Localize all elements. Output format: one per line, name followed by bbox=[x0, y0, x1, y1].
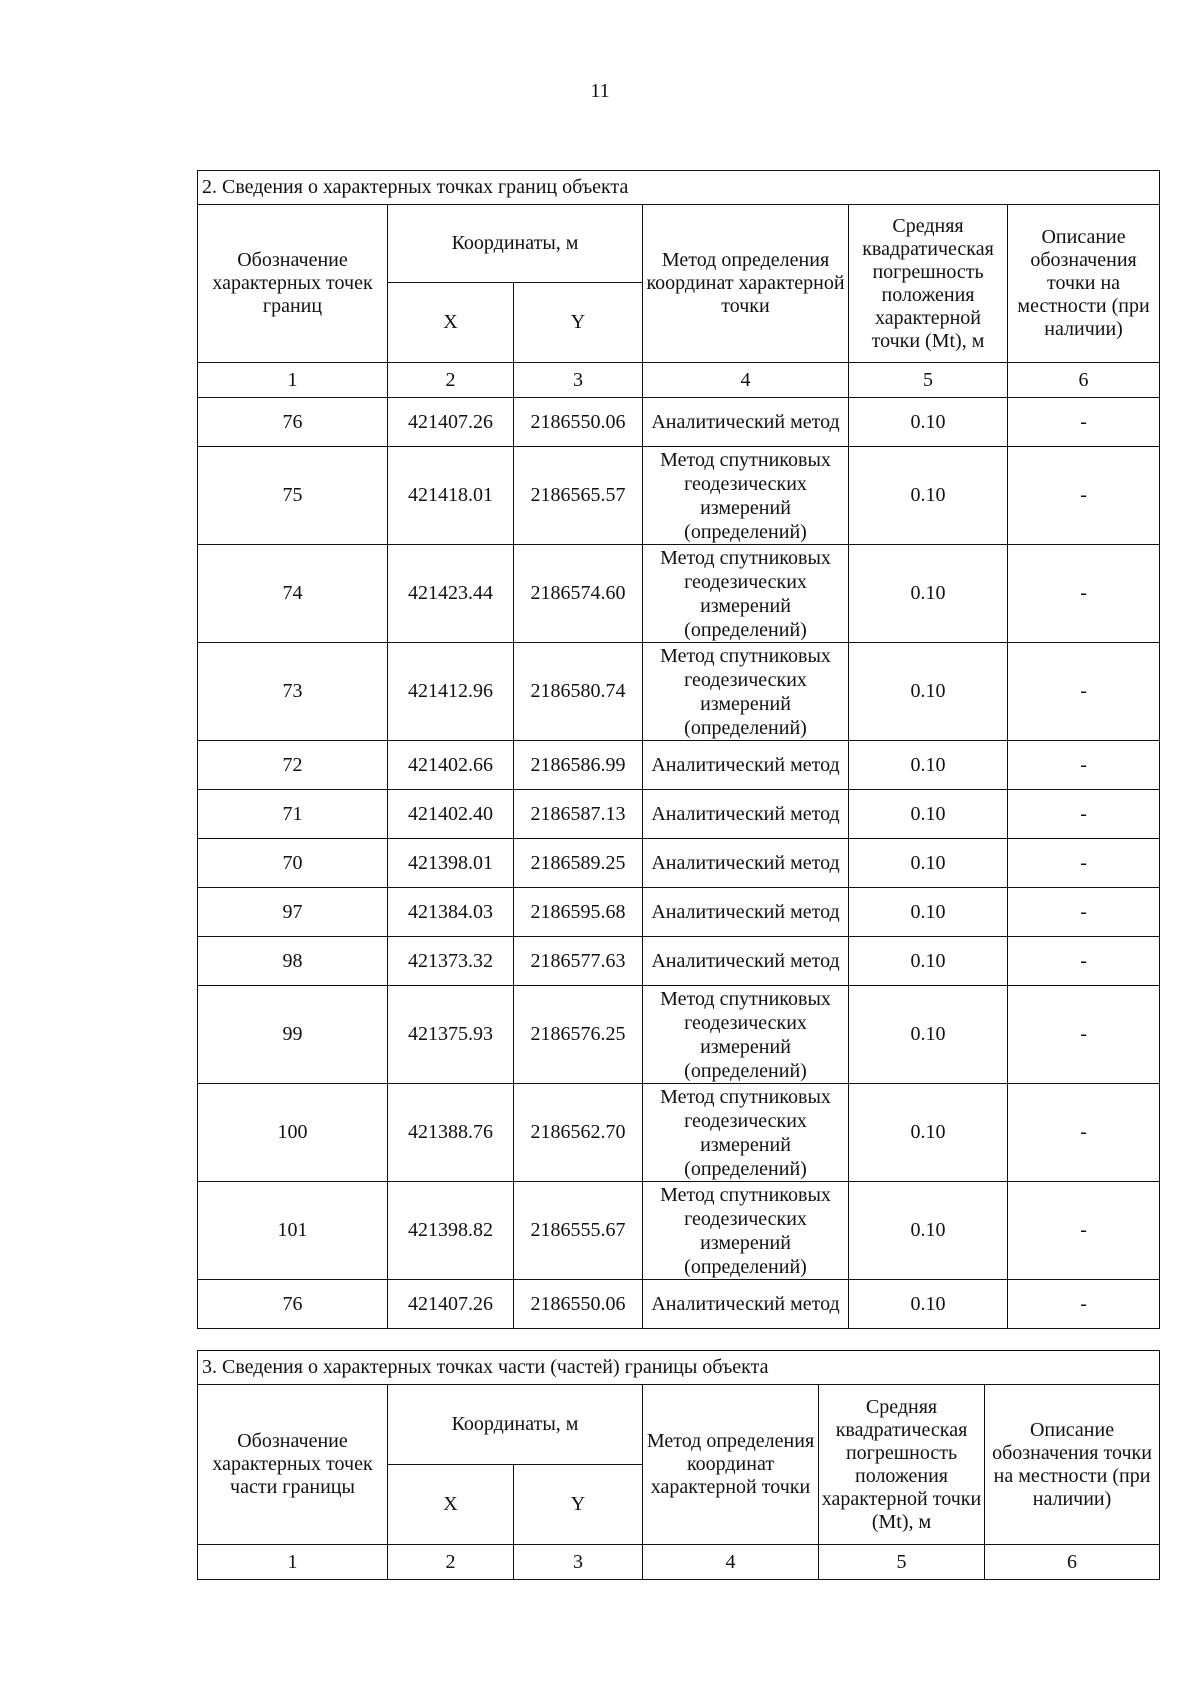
coord-x: 421388.76 bbox=[388, 1084, 514, 1182]
error-mt: 0.10 bbox=[849, 545, 1008, 643]
table-row bbox=[198, 986, 1160, 1084]
description: - bbox=[1008, 937, 1160, 986]
column-number-row bbox=[198, 363, 1160, 398]
method: Аналитический метод bbox=[643, 1280, 849, 1329]
coord-x: 421384.03 bbox=[388, 888, 514, 937]
method: Аналитический метод bbox=[643, 790, 849, 839]
description: - bbox=[1008, 1280, 1160, 1329]
header-error: Средняя квадратическая погрешность положения характерной точки (Mt), м bbox=[849, 205, 1008, 363]
col-number: 6 bbox=[985, 1545, 1160, 1580]
table-row bbox=[198, 937, 1160, 986]
col-number: 4 bbox=[643, 1545, 819, 1580]
error-mt: 0.10 bbox=[849, 643, 1008, 741]
point-id: 74 bbox=[198, 545, 388, 643]
col-number: 4 bbox=[643, 363, 849, 398]
method: Метод спутниковых геодезических измерений (определений) bbox=[643, 986, 849, 1084]
header-method: Метод определения координат характерной точки bbox=[643, 1385, 819, 1545]
header-description: Описание обозначения точки на местности (при наличии) bbox=[985, 1385, 1160, 1545]
table-row bbox=[198, 1084, 1160, 1182]
description: - bbox=[1008, 398, 1160, 447]
header-designation: Обозначение характерных точек части границы bbox=[198, 1385, 388, 1545]
table-row bbox=[198, 839, 1160, 888]
method: Аналитический метод bbox=[643, 937, 849, 986]
section-title: 3. Сведения о характерных точках части (частей) границы объекта bbox=[198, 1351, 1160, 1385]
part-boundary-points-table bbox=[197, 1350, 1160, 1580]
description: - bbox=[1008, 790, 1160, 839]
description: - bbox=[1008, 447, 1160, 545]
error-mt: 0.10 bbox=[849, 398, 1008, 447]
method: Аналитический метод bbox=[643, 398, 849, 447]
description: - bbox=[1008, 741, 1160, 790]
header-coordinates: Координаты, м bbox=[388, 205, 643, 283]
method: Метод спутниковых геодезических измерений (определений) bbox=[643, 1182, 849, 1280]
coord-y: 2186555.67 bbox=[514, 1182, 643, 1280]
coord-y: 2186586.99 bbox=[514, 741, 643, 790]
coord-x: 421412.96 bbox=[388, 643, 514, 741]
header-y: Y bbox=[514, 283, 643, 363]
point-id: 97 bbox=[198, 888, 388, 937]
error-mt: 0.10 bbox=[849, 1182, 1008, 1280]
coord-x: 421402.40 bbox=[388, 790, 514, 839]
point-id: 72 bbox=[198, 741, 388, 790]
table-row bbox=[198, 888, 1160, 937]
error-mt: 0.10 bbox=[849, 1280, 1008, 1329]
coord-x: 421407.26 bbox=[388, 398, 514, 447]
error-mt: 0.10 bbox=[849, 1084, 1008, 1182]
table-row bbox=[198, 545, 1160, 643]
point-id: 98 bbox=[198, 937, 388, 986]
header-coordinates: Координаты, м bbox=[388, 1385, 643, 1465]
section-title: 2. Сведения о характерных точках границ объекта bbox=[198, 171, 1160, 205]
method: Аналитический метод bbox=[643, 888, 849, 937]
method: Метод спутниковых геодезических измерений (определений) bbox=[643, 447, 849, 545]
point-id: 76 bbox=[198, 398, 388, 447]
description: - bbox=[1008, 1182, 1160, 1280]
coord-x: 421418.01 bbox=[388, 447, 514, 545]
method: Аналитический метод bbox=[643, 741, 849, 790]
col-number: 1 bbox=[198, 1545, 388, 1580]
method: Метод спутниковых геодезических измерений (определений) bbox=[643, 1084, 849, 1182]
point-id: 71 bbox=[198, 790, 388, 839]
point-id: 76 bbox=[198, 1280, 388, 1329]
coord-x: 421373.32 bbox=[388, 937, 514, 986]
description: - bbox=[1008, 643, 1160, 741]
table-row bbox=[198, 643, 1160, 741]
table-row bbox=[198, 741, 1160, 790]
coord-x: 421398.82 bbox=[388, 1182, 514, 1280]
coord-y: 2186576.25 bbox=[514, 986, 643, 1084]
error-mt: 0.10 bbox=[849, 986, 1008, 1084]
boundary-points-table bbox=[197, 170, 1160, 1329]
column-number-row bbox=[198, 1545, 1160, 1580]
coord-x: 421398.01 bbox=[388, 839, 514, 888]
col-number: 3 bbox=[514, 1545, 643, 1580]
col-number: 3 bbox=[514, 363, 643, 398]
coord-x: 421423.44 bbox=[388, 545, 514, 643]
error-mt: 0.10 bbox=[849, 447, 1008, 545]
point-id: 100 bbox=[198, 1084, 388, 1182]
header-designation: Обозначение характерных точек границ bbox=[198, 205, 388, 363]
header-method: Метод определения координат характерной точки bbox=[643, 205, 849, 363]
description: - bbox=[1008, 986, 1160, 1084]
table-row bbox=[198, 1280, 1160, 1329]
coord-y: 2186587.13 bbox=[514, 790, 643, 839]
coord-y: 2186550.06 bbox=[514, 398, 643, 447]
error-mt: 0.10 bbox=[849, 937, 1008, 986]
coord-y: 2186580.74 bbox=[514, 643, 643, 741]
description: - bbox=[1008, 839, 1160, 888]
point-id: 73 bbox=[198, 643, 388, 741]
header-y: Y bbox=[514, 1465, 643, 1545]
coord-x: 421407.26 bbox=[388, 1280, 514, 1329]
table-row bbox=[198, 447, 1160, 545]
table-row bbox=[198, 398, 1160, 447]
description: - bbox=[1008, 545, 1160, 643]
col-number: 5 bbox=[819, 1545, 985, 1580]
point-id: 75 bbox=[198, 447, 388, 545]
description: - bbox=[1008, 1084, 1160, 1182]
coord-y: 2186550.06 bbox=[514, 1280, 643, 1329]
header-error: Средняя квадратическая погрешность положения характерной точки (Mt), м bbox=[819, 1385, 985, 1545]
error-mt: 0.10 bbox=[849, 741, 1008, 790]
coord-y: 2186589.25 bbox=[514, 839, 643, 888]
col-number: 2 bbox=[388, 363, 514, 398]
col-number: 5 bbox=[849, 363, 1008, 398]
point-id: 99 bbox=[198, 986, 388, 1084]
error-mt: 0.10 bbox=[849, 839, 1008, 888]
col-number: 1 bbox=[198, 363, 388, 398]
header-description: Описание обозначения точки на местности (при наличии) bbox=[1008, 205, 1160, 363]
error-mt: 0.10 bbox=[849, 790, 1008, 839]
coord-y: 2186565.57 bbox=[514, 447, 643, 545]
coord-x: 421402.66 bbox=[388, 741, 514, 790]
table-row bbox=[198, 1182, 1160, 1280]
coord-x: 421375.93 bbox=[388, 986, 514, 1084]
coord-y: 2186577.63 bbox=[514, 937, 643, 986]
description: - bbox=[1008, 888, 1160, 937]
point-id: 101 bbox=[198, 1182, 388, 1280]
table-row bbox=[198, 790, 1160, 839]
method: Метод спутниковых геодезических измерений (определений) bbox=[643, 643, 849, 741]
coord-y: 2186574.60 bbox=[514, 545, 643, 643]
col-number: 2 bbox=[388, 1545, 514, 1580]
header-x: X bbox=[388, 1465, 514, 1545]
method: Аналитический метод bbox=[643, 839, 849, 888]
method: Метод спутниковых геодезических измерений (определений) bbox=[643, 545, 849, 643]
header-x: X bbox=[388, 283, 514, 363]
coord-y: 2186562.70 bbox=[514, 1084, 643, 1182]
coord-y: 2186595.68 bbox=[514, 888, 643, 937]
point-id: 70 bbox=[198, 839, 388, 888]
page-number: 11 bbox=[590, 80, 610, 102]
col-number: 6 bbox=[1008, 363, 1160, 398]
error-mt: 0.10 bbox=[849, 888, 1008, 937]
